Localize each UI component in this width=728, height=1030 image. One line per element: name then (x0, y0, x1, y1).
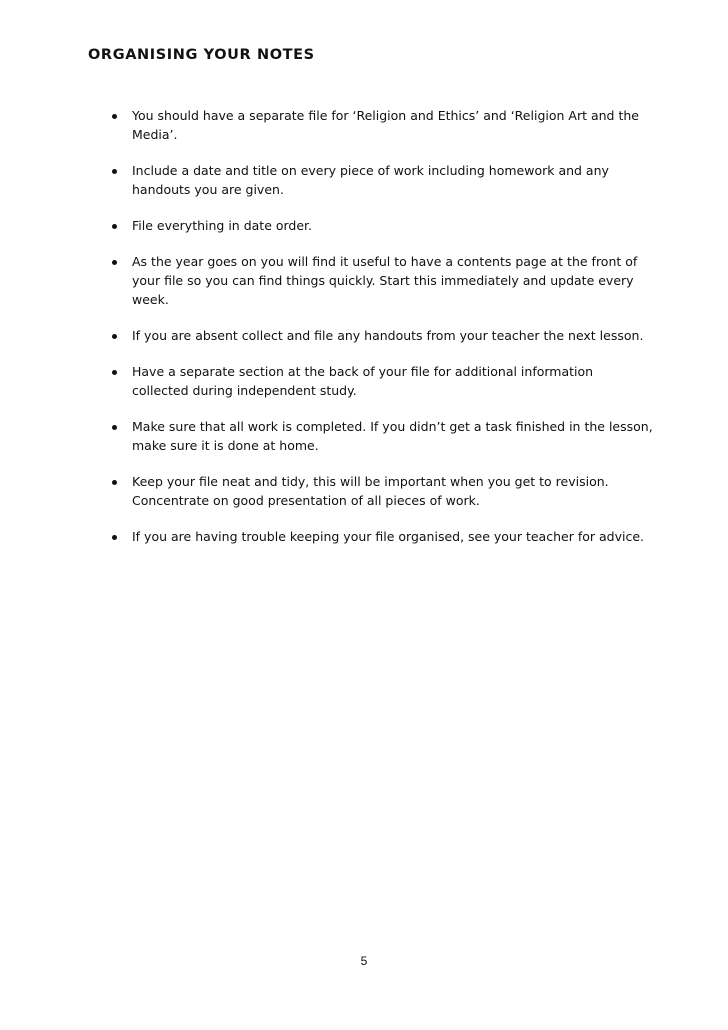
list-item (108, 252, 653, 309)
list-item (108, 326, 653, 345)
list-item-text: You should have a separate file for ‘Religion and Ethics’ and ‘Religion Art and the Media’. (132, 108, 639, 142)
list-item (108, 527, 653, 546)
bullet-icon (112, 425, 117, 430)
bullet-icon (112, 535, 117, 540)
bullet-icon (112, 169, 117, 174)
list-item (108, 216, 653, 235)
list-item-text: If you are absent collect and file any handouts from your teacher the next lesson. (132, 328, 644, 343)
bullet-icon (112, 334, 117, 339)
page-title: ORGANISING YOUR NOTES (88, 47, 315, 63)
bullet-icon (112, 224, 117, 229)
bullet-icon (112, 114, 117, 119)
list-item (108, 161, 653, 199)
list-item-text: Make sure that all work is completed. If you didn’t get a task finished in the lesson, make sure it is done at home. (132, 419, 653, 453)
list-item-text: Have a separate section at the back of your file for additional information collected during independent study. (132, 364, 594, 398)
list-item-text: Keep your file neat and tidy, this will be important when you get to revision. Concentrate on good presentation of all pieces of work. (132, 474, 609, 508)
page-number: 5 (360, 954, 368, 968)
list-item-text: Include a date and title on every piece of work including homework and any handouts you are given. (132, 163, 609, 197)
bullet-list (108, 106, 653, 563)
list-item-text: As the year goes on you will find it useful to have a contents page at the front of your file so you can find things quickly. Start this immediately and update every week. (132, 254, 638, 307)
list-item (108, 106, 653, 144)
bullet-icon (112, 480, 117, 485)
list-item (108, 417, 653, 455)
bullet-icon (112, 260, 117, 265)
list-item (108, 472, 653, 510)
list-item-text: File everything in date order. (132, 218, 313, 233)
bullet-icon (112, 370, 117, 375)
list-item-text: If you are having trouble keeping your file organised, see your teacher for advice. (132, 529, 644, 544)
list-item (108, 362, 653, 400)
